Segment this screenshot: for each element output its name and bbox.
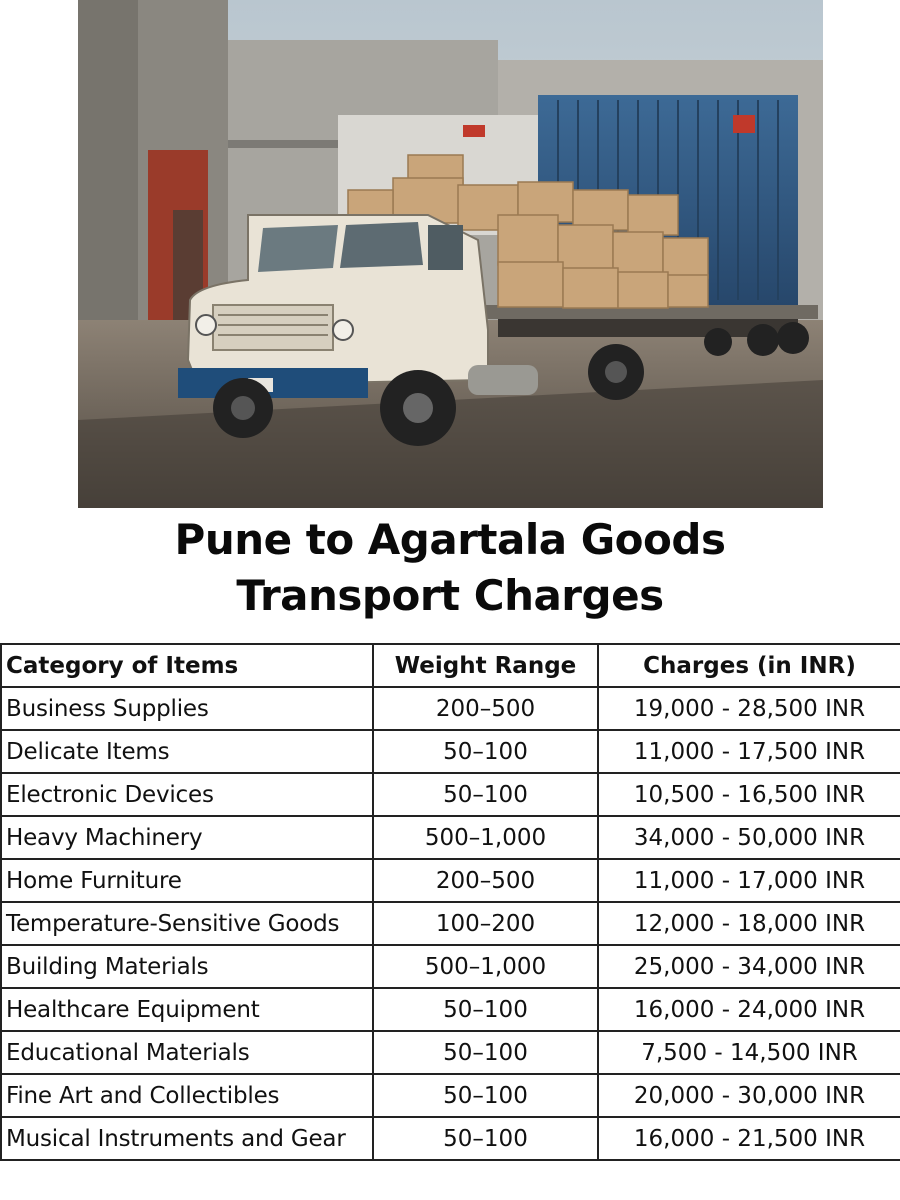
charges-cell: 10,500 - 16,500 INR — [598, 773, 900, 816]
weight-cell: 50–100 — [373, 773, 598, 816]
table-row — [1, 1074, 900, 1117]
weight-cell: 50–100 — [373, 1117, 598, 1160]
title-line-2: Transport Charges — [236, 571, 664, 620]
category-cell: Home Furniture — [1, 859, 373, 902]
charges-cell: 16,000 - 24,000 INR — [598, 988, 900, 1031]
weight-cell: 200–500 — [373, 687, 598, 730]
charges-cell: 25,000 - 34,000 INR — [598, 945, 900, 988]
category-cell: Temperature-Sensitive Goods — [1, 902, 373, 945]
truck-photo-illustration — [78, 0, 823, 508]
hero-image — [78, 0, 823, 508]
charges-cell: 7,500 - 14,500 INR — [598, 1031, 900, 1074]
category-cell: Delicate Items — [1, 730, 373, 773]
table-row — [1, 859, 900, 902]
page-title — [0, 512, 900, 624]
table-row — [1, 988, 900, 1031]
category-cell: Electronic Devices — [1, 773, 373, 816]
charges-cell: 19,000 - 28,500 INR — [598, 687, 900, 730]
weight-cell: 50–100 — [373, 1074, 598, 1117]
weight-cell: 50–100 — [373, 730, 598, 773]
weight-cell: 100–200 — [373, 902, 598, 945]
header-charges: Charges (in INR) — [598, 644, 900, 687]
header-weight: Weight Range — [373, 644, 598, 687]
charges-cell: 16,000 - 21,500 INR — [598, 1117, 900, 1160]
table-row — [1, 730, 900, 773]
category-cell: Musical Instruments and Gear — [1, 1117, 373, 1160]
weight-cell: 500–1,000 — [373, 945, 598, 988]
charges-cell: 11,000 - 17,000 INR — [598, 859, 900, 902]
table-row — [1, 687, 900, 730]
table-row — [1, 945, 900, 988]
weight-cell: 50–100 — [373, 988, 598, 1031]
table-row — [1, 773, 900, 816]
category-cell: Business Supplies — [1, 687, 373, 730]
category-cell: Heavy Machinery — [1, 816, 373, 859]
weight-cell: 500–1,000 — [373, 816, 598, 859]
table-row — [1, 902, 900, 945]
category-cell: Healthcare Equipment — [1, 988, 373, 1031]
weight-cell: 200–500 — [373, 859, 598, 902]
charges-table — [0, 643, 900, 1161]
charges-cell: 34,000 - 50,000 INR — [598, 816, 900, 859]
category-cell: Fine Art and Collectibles — [1, 1074, 373, 1117]
title-line-1: Pune to Agartala Goods — [174, 515, 726, 564]
table-row — [1, 1031, 900, 1074]
header-category: Category of Items — [1, 644, 373, 687]
charges-cell: 11,000 - 17,500 INR — [598, 730, 900, 773]
category-cell: Building Materials — [1, 945, 373, 988]
table-header-row — [1, 644, 900, 687]
charges-cell: 20,000 - 30,000 INR — [598, 1074, 900, 1117]
category-cell: Educational Materials — [1, 1031, 373, 1074]
weight-cell: 50–100 — [373, 1031, 598, 1074]
table-row — [1, 1117, 900, 1160]
charges-cell: 12,000 - 18,000 INR — [598, 902, 900, 945]
table-row — [1, 816, 900, 859]
